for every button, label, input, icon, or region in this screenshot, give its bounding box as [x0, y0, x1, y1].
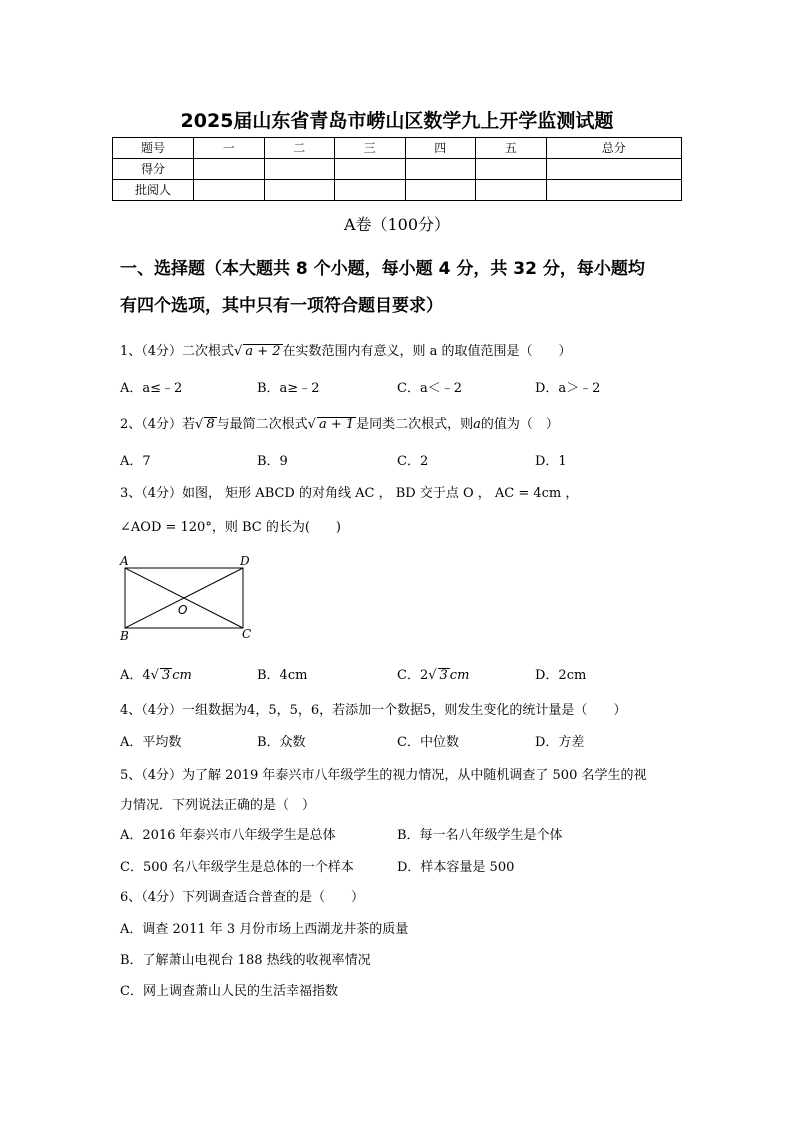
a-book-heading: A卷（100分）	[343, 215, 451, 234]
q1-option-c[interactable]: C．a＜﹣2	[397, 381, 462, 396]
table-cell[interactable]	[546, 180, 682, 201]
table-cell[interactable]	[264, 159, 335, 180]
table-row	[113, 138, 682, 159]
table-cell: 题号	[113, 138, 194, 159]
q2-option-d[interactable]: D．1	[535, 454, 567, 469]
question-1: 1、（4分）二次根式√ a + 2 在实数范围内有意义，则 a 的取值范围是（ ）	[120, 344, 572, 359]
table-row	[113, 180, 682, 201]
q4-option-b[interactable]: B．众数	[257, 735, 306, 750]
q6-option-c[interactable]: C．网上调查萧山人民的生活幸福指数	[120, 984, 338, 999]
q2-radicand-2: a + 1	[318, 417, 355, 432]
q3-option-c-coef: C．2	[397, 668, 429, 683]
q1-prefix: 1、（4分）二次根式	[120, 344, 235, 359]
question-5-line-1: 5、（4分）为了解 2019 年泰兴市八年级学生的视力情况，从中随机调查了 500 名学生的视	[120, 768, 647, 783]
rectangle-figure	[118, 552, 258, 642]
question-2: 2、（4分）若√ 8 与最简二次根式√ a + 1 是同类二次根式，则a的值为（ ）	[120, 417, 559, 432]
q5-option-a[interactable]: A．2016 年泰兴市八年级学生是总体	[120, 828, 336, 843]
q4-option-c[interactable]: C．中位数	[397, 735, 459, 750]
q5-option-b[interactable]: B．每一名八年级学生是个体	[397, 828, 563, 843]
question-3-line-1: 3、（4分）如图， 矩形 ABCD 的对角线 AC ， BD 交于点 O ， AC = 4cm ，	[120, 486, 579, 501]
section-heading-cont: 有四个选项，其中只有一项符合题目要求）	[120, 296, 443, 316]
table-cell[interactable]	[546, 159, 682, 180]
table-cell: 三	[335, 138, 406, 159]
q2-option-b[interactable]: B．9	[257, 454, 288, 469]
q3-option-c-unit: cm	[449, 668, 470, 683]
q2-suffix: 是同类二次根式，则	[356, 417, 474, 432]
table-cell: 一	[194, 138, 265, 159]
q1-option-d[interactable]: D．a＞﹣2	[535, 381, 601, 396]
q3-option-c[interactable]: C．2√ 3 cm	[397, 668, 470, 683]
label-a: A	[120, 554, 129, 568]
q4-option-a[interactable]: A．平均数	[120, 735, 182, 750]
q3-option-c-radicand: 3	[439, 668, 448, 683]
q3-option-d[interactable]: D．2cm	[535, 668, 587, 683]
question-6: 6、（4分）下列调查适合普查的是（ ）	[120, 890, 365, 905]
q3-option-b[interactable]: B．4cm	[257, 668, 308, 683]
table-cell[interactable]	[476, 159, 547, 180]
table-cell[interactable]	[264, 180, 335, 201]
q1-suffix: 在实数范围内有意义，则 a 的取值范围是（ ）	[282, 344, 572, 359]
section-heading: 一、选择题（本大题共 8 个小题，每小题 4 分，共 32 分，每小题均	[120, 259, 645, 279]
label-c: C	[242, 627, 252, 641]
table-cell: 批阅人	[113, 180, 194, 201]
label-o: O	[178, 603, 188, 617]
q3-option-a-coef: A．4	[120, 668, 151, 683]
q1-option-b[interactable]: B．a≥﹣2	[257, 381, 320, 396]
table-cell: 总分	[546, 138, 682, 159]
table-cell: 得分	[113, 159, 194, 180]
question-4: 4、（4分）一组数据为4，5，5，6，若添加一个数据5，则发生变化的统计量是（ ）	[120, 703, 627, 718]
table-cell[interactable]	[194, 180, 265, 201]
q6-option-b[interactable]: B．了解萧山电视台 188 热线的收视率情况	[120, 953, 371, 968]
q2-middle: 与最简二次根式	[216, 417, 308, 432]
score-table	[112, 137, 682, 201]
q5-option-d[interactable]: D．样本容量是 500	[397, 860, 515, 875]
q2-prefix: 2、（4分）若	[120, 417, 196, 432]
page-title: 2025届山东省青岛市崂山区数学九上开学监测试题	[180, 110, 614, 132]
table-cell[interactable]	[335, 159, 406, 180]
q3-option-a-unit: cm	[172, 668, 192, 683]
table-cell[interactable]	[405, 159, 476, 180]
q6-option-a[interactable]: A．调查 2011 年 3 月份市场上西湖龙井茶的质量	[120, 922, 409, 937]
q5-option-c[interactable]: C．500 名八年级学生是总体的一个样本	[120, 860, 354, 875]
q2-option-a[interactable]: A．7	[120, 454, 151, 469]
q1-radicand: a + 2	[245, 344, 281, 359]
table-cell: 四	[405, 138, 476, 159]
q4-option-d[interactable]: D．方差	[535, 735, 585, 750]
label-b: B	[120, 629, 129, 642]
question-3-line-2: ∠AOD = 120°，则 BC 的长为( )	[120, 520, 341, 535]
table-cell[interactable]	[335, 180, 406, 201]
table-cell[interactable]	[405, 180, 476, 201]
q2-var: a	[473, 417, 481, 432]
label-d: D	[240, 554, 250, 568]
table-cell: 五	[476, 138, 547, 159]
q2-end: 的值为（ ）	[480, 417, 559, 432]
table-cell: 二	[264, 138, 335, 159]
q3-option-a-radicand: 3	[161, 668, 171, 683]
q2-radicand-1: 8	[206, 417, 215, 432]
q1-option-a[interactable]: A．a≤﹣2	[120, 381, 183, 396]
question-5-line-2: 力情况．下列说法正确的是（ ）	[120, 798, 316, 813]
q2-option-c[interactable]: C．2	[397, 454, 429, 469]
table-cell[interactable]	[194, 159, 265, 180]
table-row	[113, 159, 682, 180]
q3-option-a[interactable]: A．4√ 3 cm	[120, 668, 192, 683]
table-cell[interactable]	[476, 180, 547, 201]
